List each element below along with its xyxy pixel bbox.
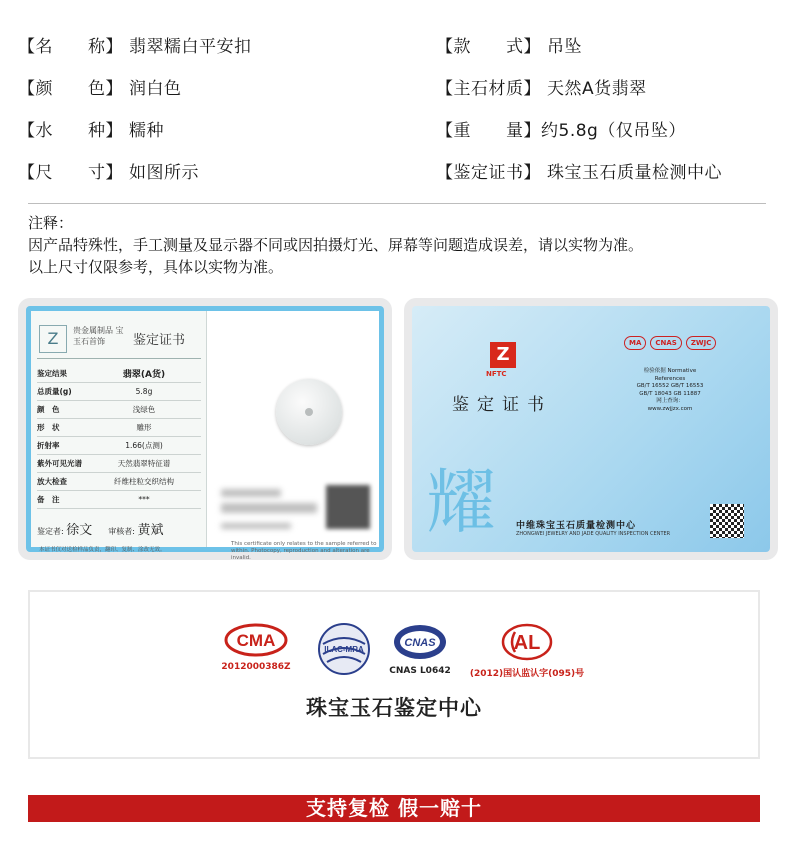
- certificate-1-paper: [31, 311, 379, 561]
- row-key: 紫外可见光谱: [37, 459, 82, 468]
- cma-badge-icon: MA: [624, 336, 646, 350]
- certificate-1-left-panel: [31, 311, 207, 553]
- reviewer-label: 审核者:: [108, 527, 135, 536]
- certificate-2-title: 鉴定证书: [452, 395, 552, 415]
- row-value: ***: [138, 495, 150, 504]
- cma-caption: 2012000386Z: [221, 662, 291, 672]
- certificate-2-frame: [412, 306, 770, 552]
- site-url: www.zwjjzx.com: [647, 405, 693, 412]
- spec-value: 糯种: [129, 121, 164, 141]
- svg-text:ILAC-MRA: ILAC-MRA: [324, 645, 364, 654]
- spec-label: 【颜 色】: [18, 79, 123, 99]
- ilac-mra-logo-icon: [317, 622, 371, 676]
- cal-logo: [462, 622, 592, 679]
- row-value: 5.8g: [135, 387, 153, 396]
- row-value: 天然翡翠特征谱: [117, 459, 171, 468]
- spec-style: [436, 32, 582, 57]
- zwjc-badge-icon: ZWJC: [686, 336, 717, 350]
- certificate-2-org-en: ZHONGWEI JEWELRY AND JADE QUALITY INSPECTION CENTER: [516, 531, 671, 537]
- reviewer-signature: 黄斌: [137, 523, 164, 538]
- spec-water: [18, 116, 164, 141]
- cal-caption: (2012)国认监认字(095)号: [469, 669, 585, 679]
- certificate-1-org: 贵金属制品 宝玉石首饰: [73, 326, 124, 346]
- nftc-logo-icon: Z: [490, 342, 516, 368]
- certificate-1-frame: [26, 306, 384, 561]
- row-key: 总质量(g): [37, 387, 72, 396]
- spec-label: 【尺 寸】: [18, 163, 123, 183]
- certificate-card-1[interactable]: [18, 298, 392, 560]
- row-value: 浅绿色: [132, 405, 156, 414]
- cnas-logo: [380, 622, 460, 676]
- certificate-1-signatures: [37, 519, 164, 538]
- spec-label: 【名 称】: [18, 37, 123, 57]
- spec-label: 【款 式】: [436, 37, 541, 57]
- certificate-1-footer: 本证书仅对送检样品负责，翻印、复制、涂改无效。: [39, 547, 166, 553]
- row-key: 鉴定结果: [37, 369, 67, 378]
- ref-line: GB/T 18043 GB 11887: [639, 390, 701, 397]
- spec-name: [18, 32, 252, 57]
- row-key: 形 状: [37, 423, 60, 432]
- spec-value: 如图所示: [129, 163, 199, 183]
- spec-value: 吊坠: [547, 37, 582, 57]
- certificate-card-2[interactable]: [404, 298, 778, 560]
- spec-label: 【水 种】: [18, 121, 123, 141]
- note-title: 注释：: [28, 214, 74, 232]
- table-row: [37, 419, 201, 437]
- spec-weight: [436, 116, 686, 141]
- spec-material: [436, 74, 647, 99]
- certificate-1-title: 鉴定证书: [133, 333, 186, 348]
- spec-certificate: [436, 158, 722, 183]
- cma-logo: [216, 622, 296, 672]
- row-value: 1.66(点测): [125, 441, 163, 450]
- certificate-1-right-footer: This certificate only relates to the sample referred to within. Photocopy, reproduction and alteration are invalid.: [231, 541, 377, 561]
- spec-value: 珠宝玉石质量检测中心: [547, 163, 722, 183]
- nftc-logo-text: NFTC: [486, 370, 507, 378]
- spec-label: 【主石材质】: [436, 79, 541, 99]
- table-row: [37, 473, 201, 491]
- blurred-serial: [221, 523, 291, 529]
- svg-text:AL: AL: [513, 632, 541, 654]
- site-label: 网上查询：: [656, 398, 684, 404]
- accreditation-title: 珠宝玉石鉴定中心: [306, 696, 482, 720]
- spec-size: [18, 158, 199, 183]
- qr-code-icon: [710, 504, 744, 538]
- table-row: [37, 401, 201, 419]
- table-row: [37, 437, 201, 455]
- blurred-serial: [221, 503, 317, 513]
- cal-logo-icon: [501, 622, 553, 662]
- reviewer: [108, 519, 163, 538]
- divider: [28, 203, 766, 204]
- cnas-caption: CNAS L0642: [389, 666, 451, 676]
- certificate-1-table: [37, 365, 201, 509]
- guarantee-banner: 支持复检 假一赔十: [28, 795, 760, 822]
- note-line-2: 以上尺寸仅限参考，具体以实物为准。: [28, 258, 284, 276]
- row-key: 放大检查: [37, 477, 67, 486]
- cnas-badge-icon: CNAS: [650, 336, 681, 350]
- ilac-logo: [312, 622, 376, 676]
- row-key: 折射率: [37, 441, 60, 450]
- table-row: [37, 491, 201, 509]
- certificate-2-badges: [624, 336, 716, 350]
- cma-logo-icon: [224, 622, 288, 658]
- row-value: 翡翠(A货): [122, 370, 166, 380]
- svg-text:CMA: CMA: [236, 631, 276, 650]
- table-row: [37, 383, 201, 401]
- note: [28, 212, 643, 278]
- blurred-serial: [221, 489, 281, 497]
- note-line-1: 因产品特殊性，手工测量及显示器不同或因拍摄灯光、屏幕等问题造成误差，请以实物为准。: [28, 236, 644, 254]
- spec-label: 【鉴定证书】: [436, 163, 541, 183]
- cnas-logo-icon: [392, 622, 448, 662]
- spec-color: [18, 74, 182, 99]
- inspector: [37, 519, 92, 538]
- ref-line: GB/T 16552 GB/T 16553: [636, 383, 704, 389]
- certificate-1-logo-icon: Z: [39, 325, 67, 353]
- accreditation-box: [28, 590, 760, 759]
- spec-value: 翡翠糯白平安扣: [129, 37, 252, 57]
- row-key: 颜 色: [37, 405, 60, 414]
- certificate-2-org: 中维珠宝玉石质量检测中心: [516, 521, 637, 531]
- spec-value: 天然A货翡翠: [547, 79, 647, 99]
- svg-text:CNAS: CNAS: [404, 637, 436, 649]
- spec-label: 【重 量】: [436, 121, 541, 141]
- certificate-2-watermark: 耀: [426, 461, 492, 543]
- blurred-qr-code: [326, 485, 370, 529]
- row-value: 纤维柱粒交织结构: [114, 477, 174, 486]
- normative-references: [634, 368, 706, 413]
- row-value: 雕形: [136, 423, 152, 432]
- ref-title: 检验依据 Normative References: [643, 368, 697, 382]
- certificate-1-header: [37, 321, 201, 359]
- table-row: [37, 365, 201, 383]
- jade-pendant-photo: [276, 379, 342, 445]
- spec-value: 约5.8g（仅吊坠）: [541, 121, 686, 141]
- row-key: 备 注: [37, 495, 60, 504]
- inspector-signature: 徐文: [66, 523, 93, 538]
- spec-value: 润白色: [129, 79, 182, 99]
- table-row: [37, 455, 201, 473]
- inspector-label: 鉴定者:: [37, 527, 64, 536]
